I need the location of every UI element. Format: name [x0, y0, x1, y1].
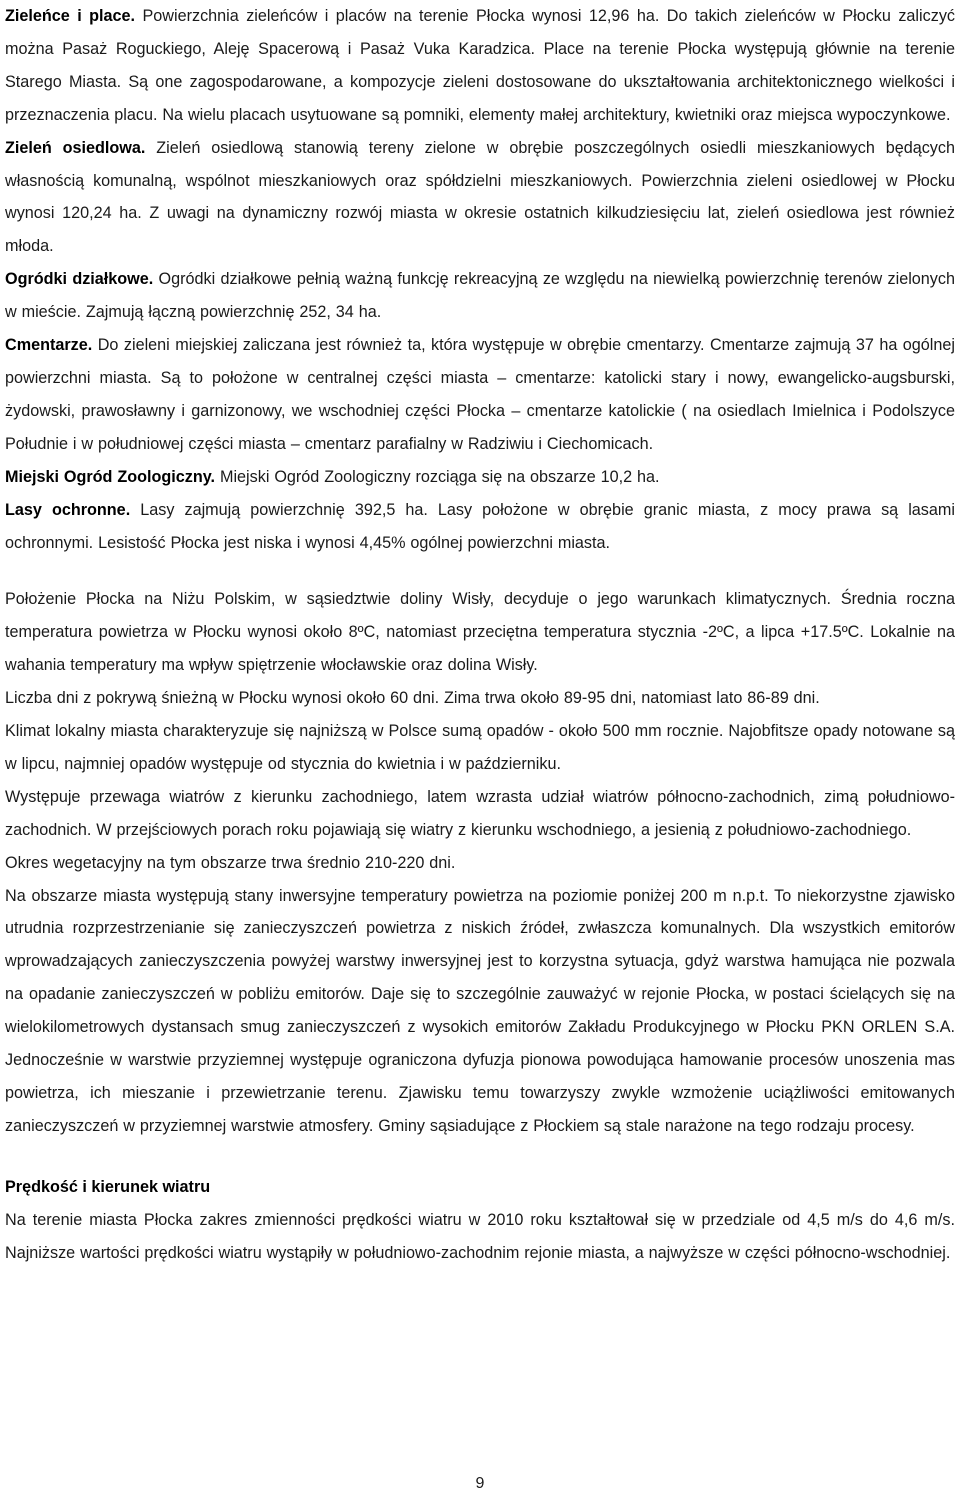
page-number: 9	[475, 1475, 485, 1492]
paragraph-forests	[5, 494, 955, 560]
spacer	[5, 559, 955, 583]
paragraph-squares	[5, 0, 955, 132]
paragraph-climate-precipitation: Klimat lokalny miasta charakteryzuje się najniższą w Polsce sumą opadów - około 500 mm rocznie. Najobfitsze opady notowane są w lipcu, najmniej opadów występuje od stycznia do kwietnia i w październiku.	[5, 722, 955, 773]
heading-cemeteries: Cmentarze.	[5, 336, 93, 355]
spacer	[5, 1143, 955, 1171]
wind-section	[5, 1171, 955, 1270]
wind-heading: Prędkość i kierunek wiatru	[5, 1177, 211, 1196]
greenery-section	[5, 0, 955, 559]
text-forests: Lasy zajmują powierzchnię 392,5 ha. Lasy położone w obrębie granic miasta, z mocy prawa są lasami ochronnymi. Lesistość Płocka jest niska i wynosi 4,45% ogólnej powierzchni miasta.	[5, 500, 955, 552]
paragraph-zoo	[5, 461, 955, 494]
paragraph-allotments	[5, 263, 955, 329]
text-housing-greenery: Zieleń osiedlową stanowią tereny zielone w obrębie poszczególnych osiedli mieszkaniowych będących własnością komunalną, wspólnot mieszkaniowych oraz spółdzielni mieszkaniowych. Powierzchnia zieleni osiedlowej w Płocku wynosi 120,24 ha. Z uwagi na dynamiczny rozwój miasta w okresie ostatnich kilkudziesięciu lat, zieleń osiedlowa jest również młoda.	[5, 138, 955, 256]
heading-forests: Lasy ochronne.	[5, 500, 131, 519]
heading-housing-greenery: Zieleń osiedlowa.	[5, 138, 146, 157]
heading-allotments: Ogródki działkowe.	[5, 270, 154, 289]
paragraph-climate-vegetation: Okres wegetacyjny na tym obszarze trwa średnio 210-220 dni.	[5, 853, 456, 872]
text-allotments: Ogródki działkowe pełnią ważną funkcję rekreacyjną ze względu na niewielką powierzchnię terenów zielonych w mieście. Zajmują łączną powierzchnię 252, 34 ha.	[5, 270, 955, 322]
text-squares: Powierzchnia zieleńców i placów na terenie Płocka wynosi 12,96 ha. Do takich zieleńców w Płocku zaliczyć można Pasaż Roguckiego, Aleję Spacerową i Pasaż Vuka Karadzica. Place na terenie Płocka występują głównie na terenie Starego Miasta. Są one zagospodarowane, a kompozycje zieleni dostosowane do ukształtowania architektonicznego wielkości i przeznaczenia placu. Na wielu placach usytuowane są pomniki, elementy małej architektury, kwietniki oraz miejsca wypoczynkowe.	[5, 7, 956, 124]
paragraph-climate-inversion: Na obszarze miasta występują stany inwersyjne temperatury powietrza na poziomie poniżej 200 m n.p.t. To niekorzystne zjawisko utrudnia rozprzestrzenianie się zanieczyszczeń powietrza z niskich źródeł, zwłaszcza komunalnych. Dla wszystkich emitorów wprowadzających zanieczyszczenia powyżej warstwy inwersyjnej jest to korzystna sytuacja, gdyż warstwa hamująca nie pozwala na opadanie zanieczyszczeń w pobliżu emitorów. Daje się to szczególnie zauważyć w rejonie Płocka, w postaci ścielących się na wielokilometrowych dystansach smug zanieczyszczeń z wysokich emitorów Zakładu Produkcyjnego w Płocku PKN ORLEN S.A. Jednocześnie w warstwie przyziemnej występuje ograniczona dyfuzja pionowa powodująca hamowanie procesów unoszenia mas powietrza, ich mieszanie i przewietrzanie terenu. Zjawisku temu towarzyszy zwykle wzmożenie uciążliwości emitowanych zanieczyszczeń w przyziemnej warstwie atmosfery. Gminy sąsiadujące z Płockiem są stale narażone na tego rodzaju procesy.	[5, 886, 955, 1135]
paragraph-climate-snow: Liczba dni z pokrywą śnieżną w Płocku wynosi około 60 dni. Zima trwa około 89-95 dni, natomiast lato 86-89 dni.	[5, 689, 820, 708]
paragraph-climate-winds: Występuje przewaga wiatrów z kierunku zachodniego, latem wzrasta udział wiatrów północno-zachodnich, zimą południowo-zachodnich. W przejściowych porach roku pojawiają się wiatry z kierunku wschodniego, a jesienią z południowo-zachodniego.	[5, 787, 955, 839]
heading-squares: Zieleńce i place.	[5, 7, 136, 25]
climate-section	[5, 583, 955, 1142]
document-page	[5, 0, 955, 1270]
paragraph-wind: Na terenie miasta Płocka zakres zmienności prędkości wiatru w 2010 roku kształtował się w przedziale od 4,5 m/s do 4,6 m/s. Najniższe wartości prędkości wiatru wystąpiły w południowo-zachodnim rejonie miasta, a najwyższe w części północno-wschodniej.	[5, 1210, 955, 1262]
paragraph-housing-greenery	[5, 132, 955, 264]
paragraph-cemeteries	[5, 329, 955, 461]
paragraph-climate-location: Położenie Płocka na Niżu Polskim, w sąsiedztwie doliny Wisły, decyduje o jego warunkach klimatycznych. Średnia roczna temperatura powietrza w Płocku wynosi około 8ºC, natomiast przeciętna temperatura stycznia -2ºC, a lipca +17.5ºC. Lokalnie na wahania temperatury ma wpływ spiętrzenie włocławskie oraz dolina Wisły.	[5, 590, 955, 675]
text-cemeteries: Do zieleni miejskiej zaliczana jest również ta, która występuje w obrębie cmentarzy. Cmentarze zajmują 37 ha ogólnej powierzchni miasta. Są to położone w centralnej części miasta – cmentarze: katolicki stary i nowy, ewangelicko-augsburski, żydowski, prawosławny i garnizonowy, we wschodniej części Płocka – cmentarze katolickie ( na osiedlach Imielnica i Podolszyce Południe i w południowej części miasta – cmentarz parafialny w Radziwiu i Ciechomicach.	[5, 336, 955, 453]
text-zoo: Miejski Ogród Zoologiczny rozciąga się na obszarze 10,2 ha.	[215, 467, 660, 486]
heading-zoo: Miejski Ogród Zoologiczny.	[5, 467, 216, 486]
